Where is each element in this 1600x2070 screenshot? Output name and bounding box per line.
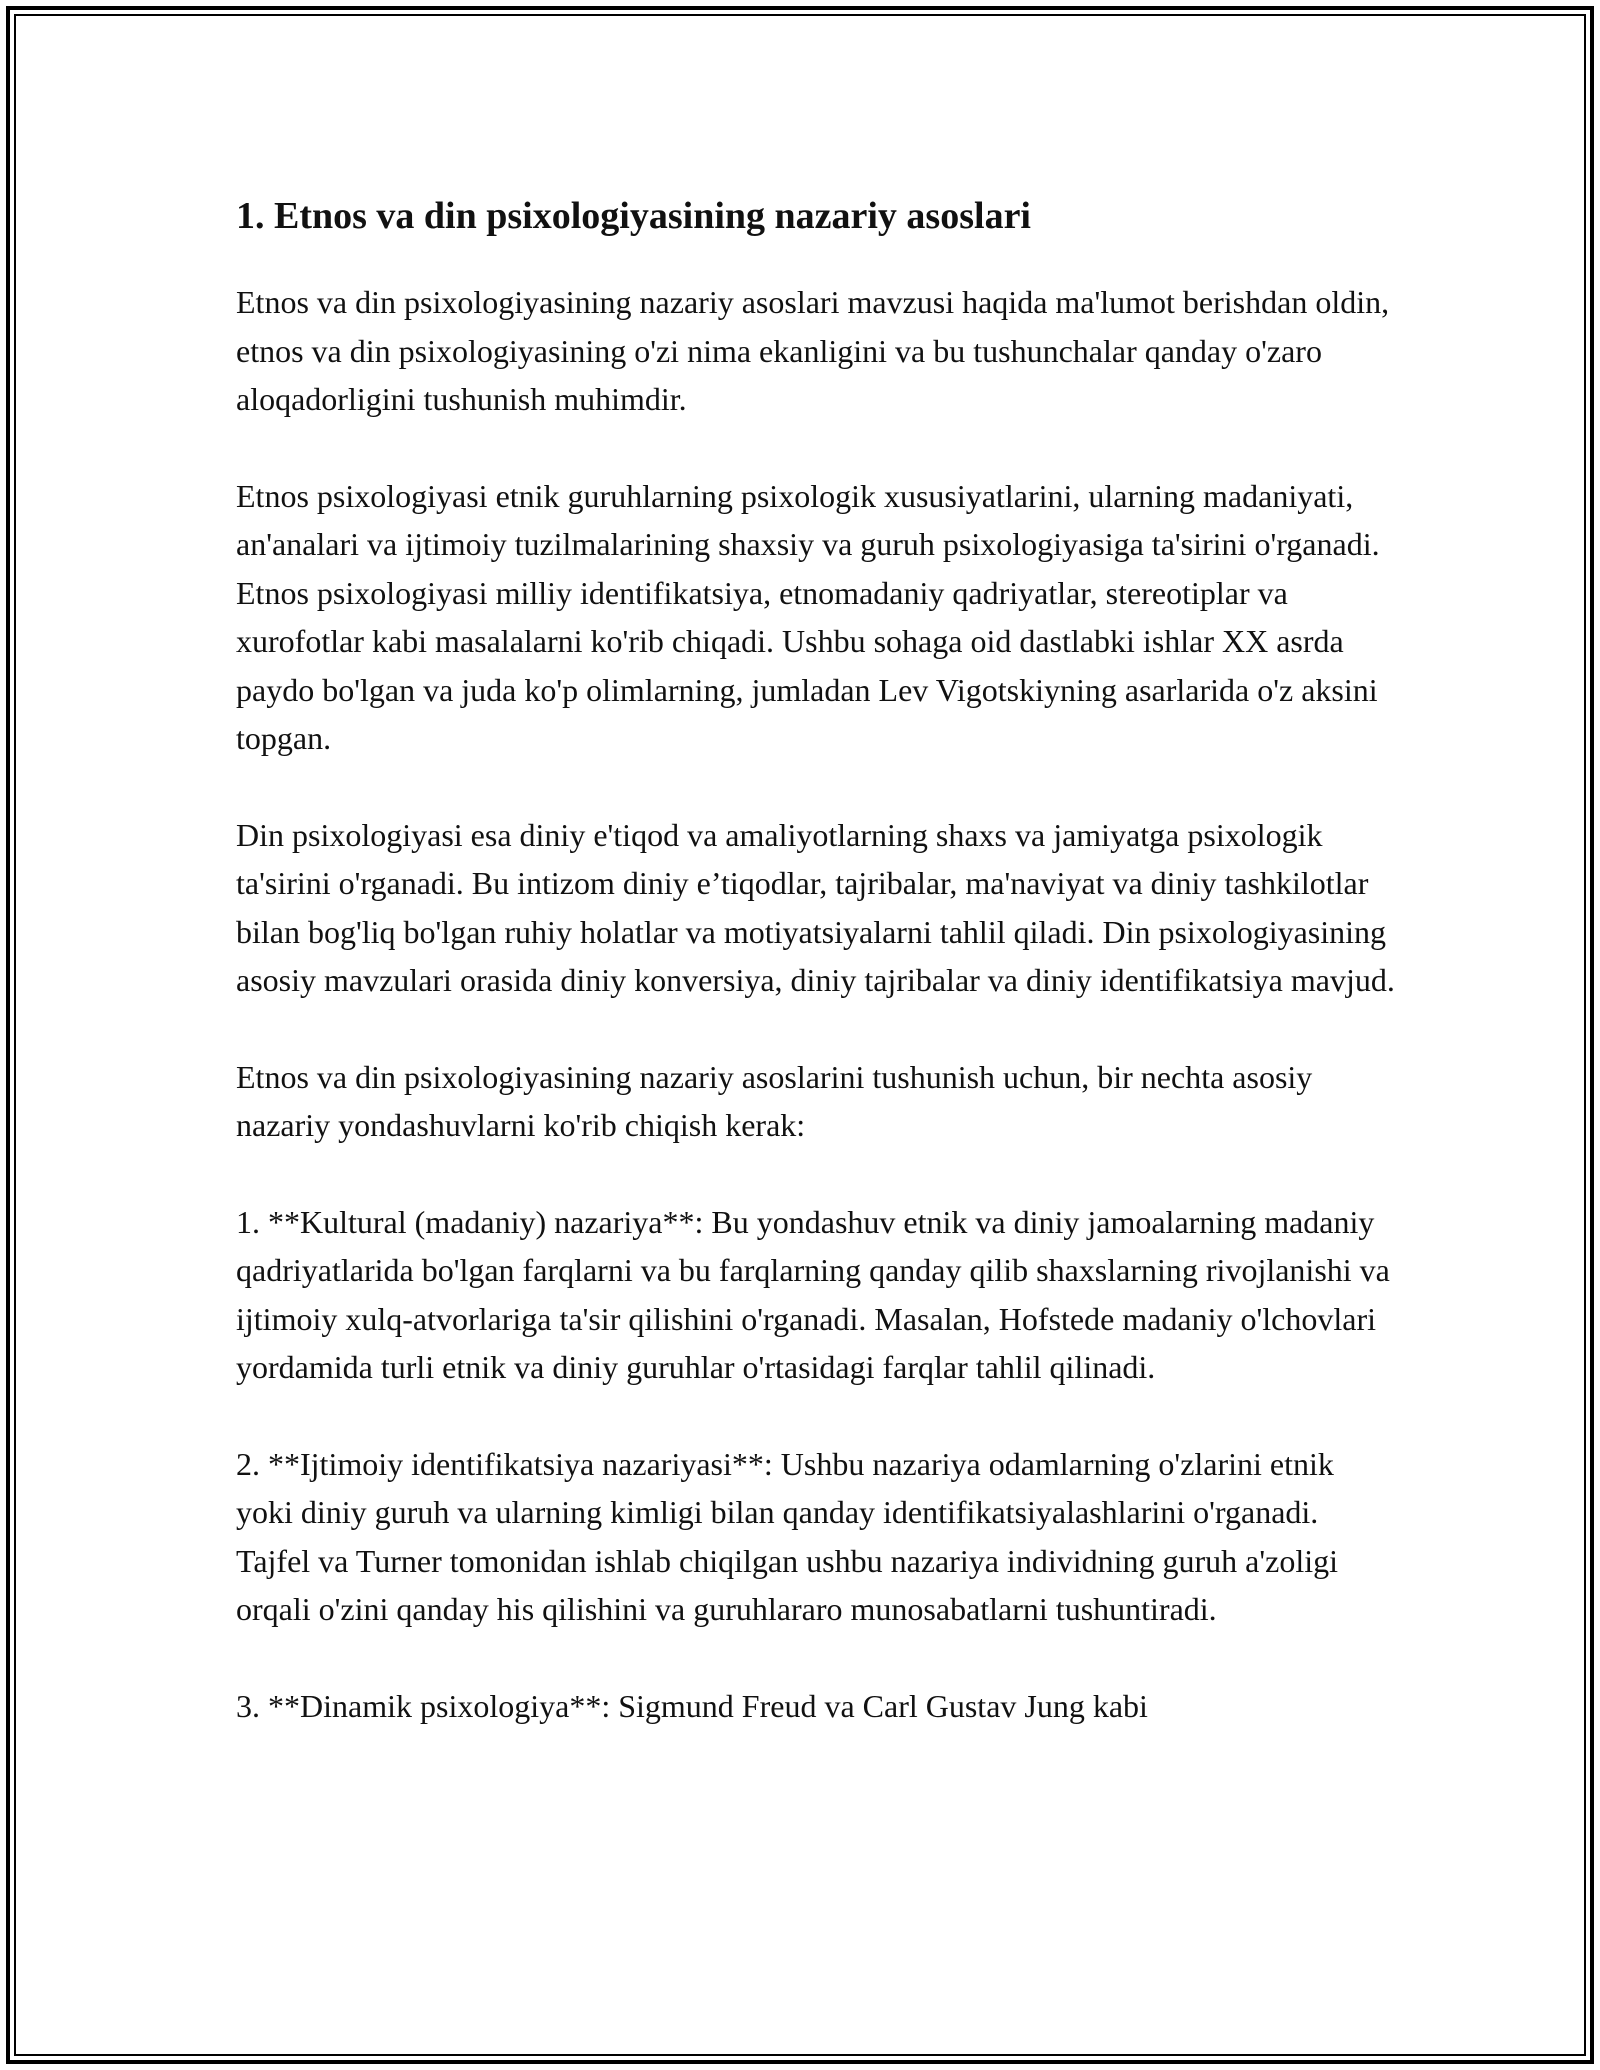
paragraph-ethnic-psychology: Etnos psixologiyasi etnik guruhlarning psixologik xususiyatlarini, ularning madaniyati, an'analari va ijtimoiy tuzilmalarining shaxsiy va guruh psixologiyasiga ta'sirini o'rganadi. Etnos psixologiyasi milliy identifikatsiya, etnomadaniy qadriyatlar, stereotiplar va xurofotlar kabi masalalarni ko'rib chiqadi. Ushbu sohaga oid dastlabki ishlar XX asrda paydo bo'lgan va juda ko'p olimlarning, jumladan Lev Vigotskiyning asarlarida o'z aksini topgan. bbox=[236, 477, 1380, 756]
list-item-cultural-theory: 1. **Kultural (madaniy) nazariya**: Bu yondashuv etnik va diniy jamoalarning madaniy qadriyatlarida bo'lgan farqlarni va bu farqlarning qanday qilib shaxslarning rivojlanishi va ijtimoiy xulq-atvorlariga ta'sir qilishini o'rganadi. Masalan, Hofstede madaniy o'lchovlari yordamida turli etnik va diniy guruhlar o'rtasidagi farqlar tahlil qilinadi. bbox=[236, 1203, 1390, 1385]
list-item-social-identity-theory: 2. **Ijtimoiy identifikatsiya nazariyasi**: Ushbu nazariya odamlarning o'zlarini etnik yoki diniy guruh va ularning kimligi bilan qanday identifikatsiyalashlarini o'rganadi. Tajfel va Turner tomonidan ishlab chiqilgan ushbu nazariya individning guruh a'zoligi orqali o'zini qanday his qilishini va guruhlararo munosabatlarni tushuntiradi. bbox=[236, 1445, 1338, 1627]
section-heading: 1. Etnos va din psixologiyasining nazariy asoslari bbox=[236, 195, 1031, 237]
paragraph-intro: Etnos va din psixologiyasining nazariy asoslari mavzusi haqida ma'lumot berishdan oldin, etnos va din psixologiyasining o'zi nima ekanligini va bu tushunchalar qanday o'zaro aloqadorligini tushunish muhimdir. bbox=[236, 284, 1390, 417]
paragraph-approaches-intro: Etnos va din psixologiyasining nazariy asoslarini tushunish uchun, bir nechta asosiy nazariy yondashuvlarni ko'rib chiqish kerak: bbox=[236, 1058, 1313, 1143]
paragraph-religion-psychology: Din psixologiyasi esa diniy e'tiqod va amaliyotlarning shaxs va jamiyatga psixologik ta'sirini o'rganadi. Bu intizom diniy e’tiqodlar, tajribalar, ma'naviyat va diniy tashkilotlar bilan bog'liq bo'lgan ruhiy holatlar va motiyatsiyalarni tahlil qiladi. Din psixologiyasining asosiy mavzulari orasida diniy konversiya, diniy tajribalar va diniy identifikatsiya mavjud. bbox=[236, 816, 1395, 998]
document-body bbox=[236, 188, 1396, 1730]
list-item-dynamic-psychology: 3. **Dinamik psixologiya**: Sigmund Freud va Carl Gustav Jung kabi bbox=[236, 1687, 1148, 1724]
